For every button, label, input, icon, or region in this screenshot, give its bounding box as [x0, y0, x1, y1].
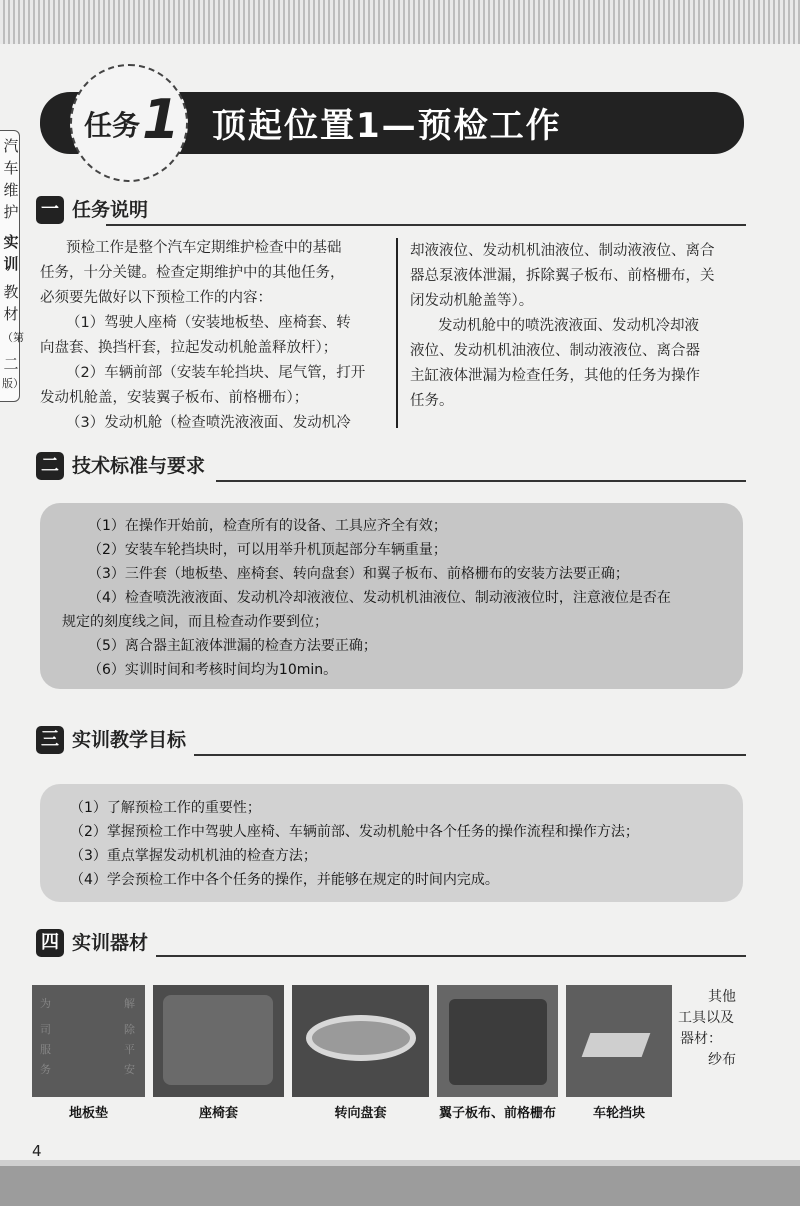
section-number: 一	[36, 196, 64, 224]
section-label: 实训教学目标	[72, 729, 187, 751]
objective-item: （2）掌握预检工作中驾驶人座椅、车辆前部、发动机舱中各个任务的操作流程和操作方法；	[70, 824, 639, 840]
intro-line: 任务。	[410, 393, 454, 409]
section-rule	[106, 224, 746, 226]
side-tab-char: （第	[2, 331, 24, 344]
side-tab-char: 实	[3, 233, 19, 251]
section-header-task-description	[36, 196, 746, 226]
floor-mat-print: 为	[40, 997, 51, 1010]
side-book-tab	[0, 130, 24, 402]
side-tab-char: 材	[3, 305, 19, 323]
side-tab-char: 维	[3, 181, 19, 199]
floor-mat-photo	[32, 985, 145, 1097]
standard-item: （2）安装车轮挡块时，可以用举升机顶起部分车辆重量；	[88, 542, 447, 558]
other-tools-text: 工具以及	[678, 1010, 734, 1026]
intro-line: （1）驾驶人座椅（安装地板垫、座椅套、转	[66, 315, 351, 331]
task-badge-word: 任务	[84, 109, 141, 142]
column-divider	[396, 238, 398, 428]
section-rule	[194, 754, 746, 756]
floor-mat-print: 解	[124, 997, 135, 1010]
wheel-chock-photo	[566, 985, 672, 1097]
section-number: 二	[36, 452, 64, 480]
intro-line: 液位、发动机机油液位、制动液液位、离合器	[410, 343, 700, 359]
intro-line: （3）发动机舱（检查喷洗液液面、发动机冷	[66, 415, 351, 431]
intro-line: 发动机舱中的喷洗液液面、发动机冷却液	[438, 318, 699, 334]
section-header-objectives	[36, 726, 746, 756]
standard-item: （4）检查喷洗液液面、发动机冷却液液位、发动机机油液位、制动液液位时，注意液位是否在	[88, 590, 671, 606]
side-tab-char: 汽	[3, 137, 19, 155]
intro-line: 任务，十分关键。检查定期维护中的其他任务，	[40, 265, 345, 281]
side-tab-char: 版）	[2, 377, 24, 390]
task-badge-number: 1	[142, 88, 180, 151]
floor-mat-print: 司	[40, 1023, 51, 1036]
section-label: 实训器材	[72, 932, 149, 954]
intro-line: 却液液位、发动机机油液位、制动液液位、离合	[410, 243, 715, 259]
equipment-caption: 地板垫	[68, 1106, 108, 1121]
steering-wheel-cover-photo	[292, 985, 429, 1097]
section-header-equipment	[36, 929, 746, 959]
intro-line: 闭发动机舱盖等）。	[410, 293, 534, 309]
section-rule	[216, 480, 746, 482]
task-badge	[70, 64, 188, 182]
objective-item: （1）了解预检工作的重要性；	[70, 800, 261, 816]
intro-line: 发动机舱盖，安装翼子板布、前格栅布）；	[40, 390, 309, 406]
side-tab-char: 教	[3, 283, 19, 301]
floor-mat-print: 平	[124, 1043, 135, 1056]
page-number: 4	[32, 1142, 42, 1160]
intro-line: 必须要先做好以下预检工作的内容：	[40, 290, 272, 306]
side-tab-char: 护	[3, 203, 19, 221]
intro-line: 主缸液体泄漏为检查任务，其他的任务为操作	[410, 368, 700, 384]
standard-item: （3）三件套（地板垫、座椅套、转向盘套）和翼子板布、前格栅布的安装方法要正确；	[88, 566, 629, 582]
floor-mat-print: 除	[124, 1023, 135, 1036]
side-tab-char: 训	[3, 255, 19, 273]
section-label: 任务说明	[72, 199, 149, 221]
floor-mat-print: 服	[40, 1043, 51, 1056]
side-tab-char: 车	[3, 159, 19, 177]
other-tools-text: 纱布	[708, 1052, 736, 1068]
standard-item: （6）实训时间和考核时间均为10min。	[88, 662, 338, 678]
seat-cover-photo	[153, 985, 284, 1097]
other-tools-text: 其他	[708, 989, 736, 1005]
standard-item: （1）在操作开始前，检查所有的设备、工具应齐全有效；	[88, 518, 447, 534]
floor-mat-print: 务	[40, 1063, 51, 1076]
equipment-caption: 车轮挡块	[592, 1106, 645, 1121]
page-title: 顶起位置1—预检工作	[212, 106, 562, 146]
intro-line: 向盘套、换挡杆套，拉起发动机舱盖释放杆）；	[40, 340, 338, 356]
intro-line: （2）车辆前部（安装车轮挡块、尾气管，打开	[66, 365, 366, 381]
section-label: 技术标准与要求	[72, 455, 206, 477]
side-tab-char: 二	[3, 355, 19, 373]
objective-item: （4）学会预检工作中各个任务的操作，并能够在规定的时间内完成。	[70, 872, 499, 888]
intro-line: 预检工作是整个汽车定期维护检查中的基础	[66, 240, 342, 256]
equipment-caption: 座椅套	[198, 1106, 238, 1121]
bottom-bar	[0, 1166, 800, 1206]
section-number: 三	[36, 726, 64, 754]
standard-item: 规定的刻度线之间，而且检查动作要到位；	[62, 614, 328, 630]
top-binding-stripe	[0, 0, 800, 44]
objective-item: （3）重点掌握发动机机油的检查方法；	[70, 848, 317, 864]
section-number: 四	[36, 929, 64, 957]
other-tools-text: 器材：	[680, 1031, 722, 1047]
equipment-caption: 转向盘套	[334, 1106, 387, 1121]
floor-mat-print: 安	[124, 1063, 135, 1076]
equipment-caption: 翼子板布、前格栅布	[438, 1106, 556, 1121]
section-rule	[156, 955, 746, 957]
standard-item: （5）离合器主缸液体泄漏的检查方法要正确；	[88, 638, 377, 654]
section-header-standards	[36, 452, 746, 482]
intro-line: 器总泵液体泄漏，拆除翼子板布、前格栅布，关	[410, 268, 715, 284]
fender-cover-photo	[437, 985, 558, 1097]
